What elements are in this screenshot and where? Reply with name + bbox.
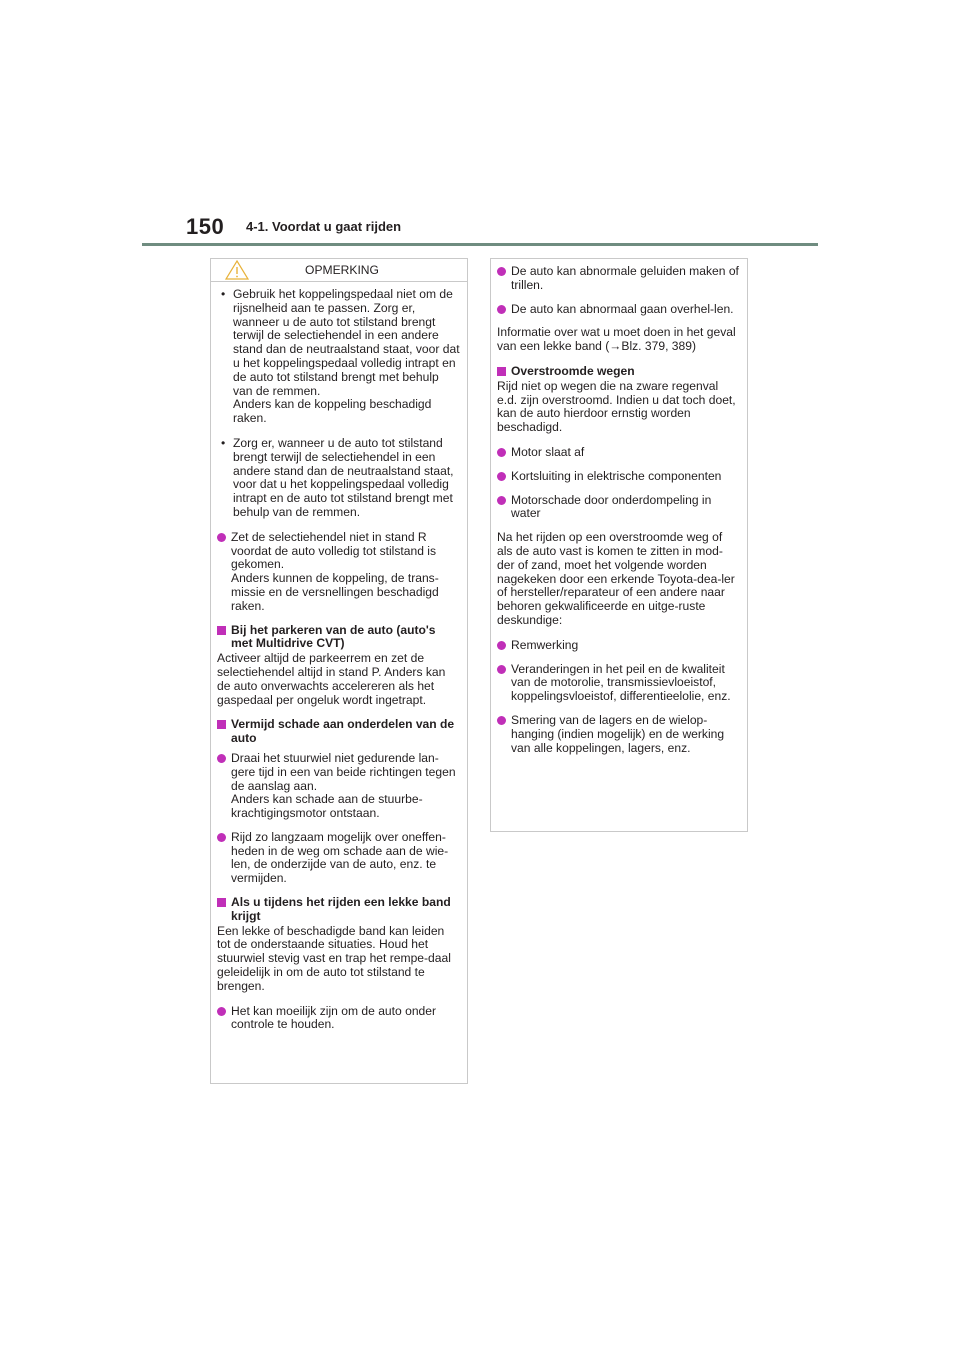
square-bullet-icon (217, 626, 226, 635)
bullet-dot-icon (497, 665, 506, 674)
bullet-text: Anders kan schade aan de stuurbe-krachtigingsmotor ontstaan. (231, 792, 423, 821)
subheading (497, 365, 740, 379)
bullet-dot-icon (497, 641, 506, 650)
subheading-text: Vermijd schade aan onderdelen van de auto (231, 717, 455, 746)
bullet-text: Het kan moeilijk zijn om de auto onder controle te houden. (231, 1003, 437, 1032)
notice-box-continued (490, 258, 748, 832)
bullet-dot-icon (217, 533, 226, 542)
bullet-text: Motorschade door onderdompeling in water (511, 492, 712, 521)
bullet-item (217, 752, 460, 821)
subheading (217, 718, 460, 746)
bullet-text: De auto kan abnormale geluiden maken of trillen. (511, 264, 739, 292)
bullet-dot-icon (217, 1007, 226, 1016)
bullet-dot-icon (497, 716, 506, 725)
notice-text: • Zorg er, wanneer u de auto tot stilstand brengt terwijl de selectiehendel in een andere stand dan de neutraalstand staat, voor dat u het koppelingspedaal volledig intrapt en de auto tot stilstand brengt met behulp van de remmen. (233, 435, 454, 519)
bullet-text: Remwerking (511, 637, 579, 652)
bullet-item (497, 639, 740, 653)
paragraph: Activeer altijd de parkeerrem en zet de selectiehendel altijd in stand P. Anders kan de auto onverwachts accelereren als het gaspedaal per ongeluk wordt ingetrapt. (217, 651, 446, 707)
bullet-item (217, 831, 460, 886)
warning-triangle-icon (225, 260, 249, 280)
bullet-dot-icon (497, 496, 506, 505)
bullet-dot-icon (497, 305, 506, 314)
bullet-dot-icon (497, 472, 506, 481)
subheading (217, 624, 460, 652)
subheading-text: Overstroomde wegen (511, 363, 635, 378)
bullet-text: Anders kunnen de koppeling, de trans-missie en de versnellingen beschadigd raken. (231, 571, 439, 613)
bullet-text: De auto kan abnormaal gaan overhel-len. (511, 301, 734, 316)
bullet-dot-icon (217, 833, 226, 842)
notice-item (217, 437, 460, 520)
bullet-text: Zet de selectiehendel niet in stand R voordat de auto volledig tot stilstand is gekomen. (231, 529, 437, 572)
bullet-item (497, 663, 740, 704)
bullet-dot-icon (217, 754, 226, 763)
notice-box (210, 258, 468, 1084)
square-bullet-icon (217, 898, 226, 907)
bullet-text: Motor slaat af (511, 444, 585, 459)
paragraph: Rijd niet op wegen die na zware regenval e.d. zijn overstroomd. Indien u dat toch doet, kan de auto hierdoor ernstig worden beschadigd. (497, 378, 736, 435)
bullet-text: Draai het stuurwiel niet gedurende lan-gere tijd in een van beide richtingen tegen de aanslag aan. (231, 750, 456, 793)
square-bullet-icon (217, 720, 226, 729)
bullet-item (497, 303, 740, 317)
bullet-dot-icon (497, 267, 506, 276)
paragraph: Een lekke of beschadigde band kan leiden tot de onderstaande situaties. Houd het stuurwiel stevig vast en trap het rempe-daal geleidelijk in om de auto tot stilstand te brengen. (217, 923, 451, 993)
header-rule (142, 243, 818, 246)
square-bullet-icon (497, 367, 506, 376)
subheading-text: Bij het parkeren van de auto (auto's met Multidrive CVT) (231, 622, 436, 651)
notice-title: OPMERKING (305, 263, 379, 277)
notice-text: Anders kan de koppeling beschadigd raken. (233, 397, 432, 426)
page-number: 150 (186, 214, 225, 239)
subheading (217, 896, 460, 924)
bullet-dot-icon (497, 448, 506, 457)
bullet-item (497, 714, 740, 755)
subheading-text: Als u tijdens het rijden een lekke band krijgt (231, 895, 451, 923)
paragraph: Informatie over wat u moet doen in het geval van een lekke band (→Blz. 379, 389) (497, 325, 736, 354)
bullet-item (497, 446, 740, 460)
notice-text: • Gebruik het koppelingspedaal niet om de rijsnelheid aan te passen. Zorg er, wanneer u de auto tot stilstand brengt terwijl de selectiehendel in een andere stand dan de neutraalstand staat, voor dat u het koppelingspedaal volledig intrapt en de auto tot stilstand brengt met behulp van de remmen. (233, 287, 460, 398)
bullet-item (497, 265, 740, 293)
bullet-text: Veranderingen in het peil en de kwaliteit van de motorolie, transmissievloeistof, koppelingsvloeistof, differentieelolie, enz. (511, 661, 731, 704)
notice-item (217, 288, 460, 426)
section-title: 4-1. Voordat u gaat rijden (246, 219, 402, 234)
bullet-text: Rijd zo langzaam mogelijk over oneffen-heden in de weg om schade aan de wie-len, de onderzijde van de auto, enz. te vermijden. (231, 829, 449, 886)
paragraph: Na het rijden op een overstroomde weg of als de auto vast is komen te zitten in mod-der of zand, moet het volgende worden nagekeken door een erkende Toyota-dea-ler of hersteller/reparateur of een andere naar behoren gekwalificeerde en uitge-ruste deskundige: (497, 530, 735, 627)
bullet-item (497, 470, 740, 484)
bullet-item (497, 494, 740, 522)
bullet-item (217, 1005, 460, 1033)
bullet-text: Kortsluiting in elektrische componenten (511, 468, 722, 483)
bullet-text: Smering van de lagers en de wielop-hanging (indien mogelijk) en de werking van alle koppelingen, lagers, enz. (511, 712, 725, 755)
bullet-item (217, 531, 460, 614)
notice-header (211, 259, 467, 282)
